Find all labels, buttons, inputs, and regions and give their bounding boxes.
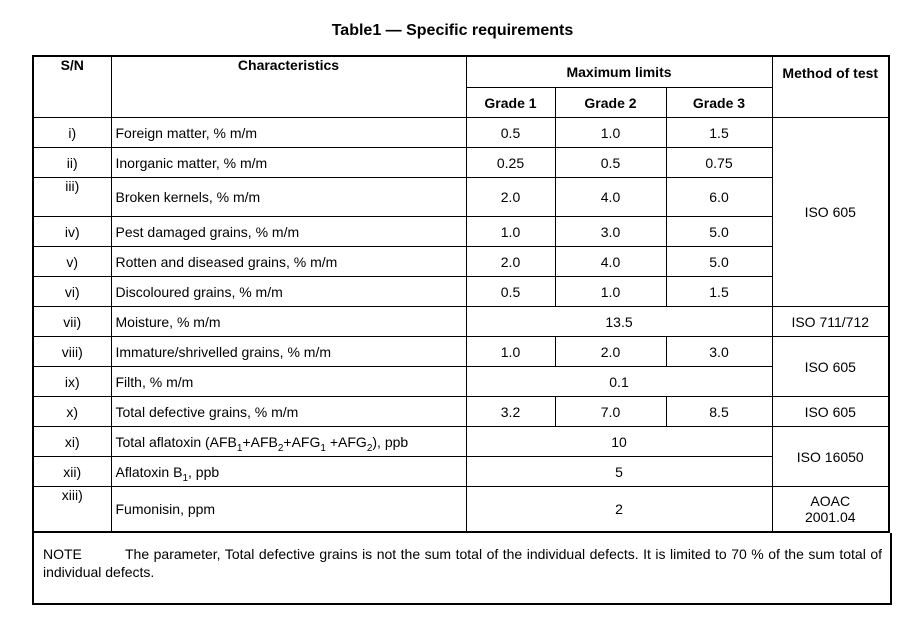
row-all-grades: 0.1	[466, 367, 772, 397]
row-grade3: 3.0	[666, 337, 772, 367]
row-grade2: 4.0	[555, 178, 666, 217]
row-sn: iii)	[33, 178, 111, 217]
row-method: AOAC 2001.04	[772, 487, 889, 533]
table-row	[33, 457, 889, 487]
table-row	[33, 118, 889, 148]
row-characteristic: Filth, % m/m	[111, 367, 466, 397]
row-grade1: 2.0	[466, 178, 555, 217]
row-sn: ix)	[33, 367, 111, 397]
row-grade1: 0.5	[466, 277, 555, 307]
table-row	[33, 397, 889, 427]
row-grade1: 1.0	[466, 217, 555, 247]
row-sn: xiii)	[33, 487, 111, 533]
table-row	[33, 247, 889, 277]
row-grade1: 1.0	[466, 337, 555, 367]
row-characteristic: Pest damaged grains, % m/m	[111, 217, 466, 247]
row-sn: xii)	[33, 457, 111, 487]
row-grade1: 3.2	[466, 397, 555, 427]
row-method: ISO 605	[772, 118, 889, 307]
row-sn: x)	[33, 397, 111, 427]
row-all-grades: 10	[466, 427, 772, 457]
row-characteristic: Foreign matter, % m/m	[111, 118, 466, 148]
row-characteristic: Rotten and diseased grains, % m/m	[111, 247, 466, 277]
row-sn: vi)	[33, 277, 111, 307]
row-grade2: 0.5	[555, 148, 666, 178]
row-grade3: 8.5	[666, 397, 772, 427]
row-grade3: 5.0	[666, 247, 772, 277]
row-characteristic: Immature/shrivelled grains, % m/m	[111, 337, 466, 367]
row-sn: xi)	[33, 427, 111, 457]
row-sn: ii)	[33, 148, 111, 178]
table-title: Table1 — Specific requirements	[331, 22, 574, 39]
row-method: ISO 16050	[772, 427, 889, 487]
row-characteristic: Aflatoxin $B_1$, ppb	[111, 457, 466, 487]
table-row	[33, 367, 889, 397]
row-grade2: 1.0	[555, 277, 666, 307]
row-all-grades: 13.5	[466, 307, 772, 337]
header-grade3: Grade 3	[666, 88, 772, 118]
header-grade1: Grade 1	[466, 88, 555, 118]
table-row	[33, 307, 889, 337]
header-max-limits: Maximum limits	[466, 56, 772, 88]
header-characteristics: Characteristics	[111, 56, 466, 118]
row-method: ISO 605	[772, 337, 889, 397]
row-grade3: 0.75	[666, 148, 772, 178]
row-characteristic: Total aflatoxin $(AFB_1+AFB_2+AFG_1 +AFG_2)$, ppb	[111, 427, 466, 457]
row-all-grades: 5	[466, 457, 772, 487]
row-grade2: 3.0	[555, 217, 666, 247]
requirements-table	[32, 55, 890, 533]
row-grade2: 7.0	[555, 397, 666, 427]
row-sn: viii)	[33, 337, 111, 367]
row-sn: v)	[33, 247, 111, 277]
header-method: Method of test	[772, 56, 889, 118]
header-sn: S/N	[33, 56, 111, 118]
row-characteristic: Discoloured grains, % m/m	[111, 277, 466, 307]
row-all-grades: 2	[466, 487, 772, 533]
row-sn: i)	[33, 118, 111, 148]
row-grade2: 4.0	[555, 247, 666, 277]
row-characteristic: Broken kernels, % m/m	[111, 178, 466, 217]
row-characteristic: Fumonisin, ppm	[111, 487, 466, 533]
row-characteristic: Inorganic matter, % m/m	[111, 148, 466, 178]
row-characteristic: Moisture, % m/m	[111, 307, 466, 337]
row-grade3: 1.5	[666, 277, 772, 307]
row-grade2: 2.0	[555, 337, 666, 367]
row-grade3: 1.5	[666, 118, 772, 148]
table-row	[33, 178, 889, 217]
row-grade2: 1.0	[555, 118, 666, 148]
row-grade3: 5.0	[666, 217, 772, 247]
note-text: The parameter, Total defective grains is not the sum total of the individual defects. It is limited to 70 % of the sum total of individual defects.	[43, 546, 882, 580]
table-note	[32, 533, 892, 605]
table-row	[33, 337, 889, 367]
table-row	[33, 217, 889, 247]
row-characteristic: Total defective grains, % m/m	[111, 397, 466, 427]
row-sn: iv)	[33, 217, 111, 247]
table-row	[33, 427, 889, 457]
row-grade1: 0.5	[466, 118, 555, 148]
row-grade1: 2.0	[466, 247, 555, 277]
row-method: ISO 711/712	[772, 307, 889, 337]
table-row	[33, 277, 889, 307]
row-grade3: 6.0	[666, 178, 772, 217]
row-grade1: 0.25	[466, 148, 555, 178]
row-sn: vii)	[33, 307, 111, 337]
table-row	[33, 148, 889, 178]
table-row	[33, 487, 889, 533]
header-grade2: Grade 2	[555, 88, 666, 118]
row-method: ISO 605	[772, 397, 889, 427]
note-tag: NOTE	[43, 546, 82, 562]
